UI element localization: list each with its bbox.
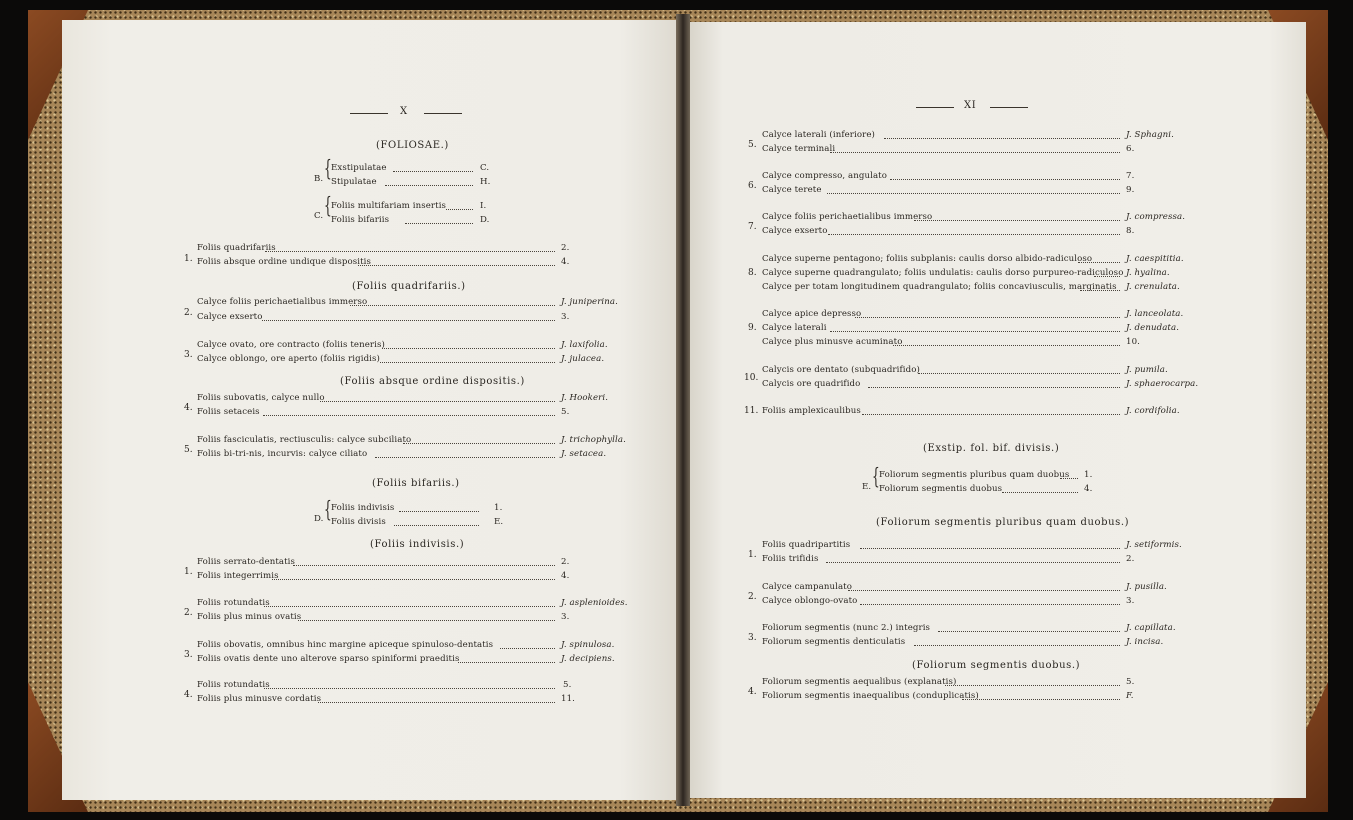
key-ref: 5. bbox=[561, 407, 570, 417]
section-b-brace: { bbox=[324, 157, 332, 182]
leader-dots bbox=[393, 171, 473, 172]
group-number: 7. bbox=[748, 222, 757, 232]
key-ref: 6. bbox=[1126, 144, 1135, 154]
leader-dots bbox=[320, 401, 555, 402]
key-entry: Calyce superne pentagono; foliis subplanis: caulis dorso albido-radiculoso bbox=[762, 254, 1093, 264]
page-number-rule-right-b bbox=[990, 107, 1028, 108]
section-d-brace: { bbox=[324, 498, 332, 523]
key-entry: Calyce campanulato bbox=[762, 582, 853, 592]
page-number-rule-left-b bbox=[424, 113, 462, 114]
key-ref: J. asplenioides. bbox=[561, 598, 628, 608]
section-d-entry: Foliis indivisis bbox=[331, 503, 395, 513]
leader-dots bbox=[945, 685, 1120, 686]
leader-dots bbox=[848, 590, 1120, 591]
group-number: 1. bbox=[184, 567, 193, 577]
section-b-letter: B. bbox=[314, 174, 324, 184]
leader-dots bbox=[860, 548, 1120, 549]
key-ref: J. capillata. bbox=[1126, 623, 1176, 633]
section-d-letter: D. bbox=[314, 514, 324, 524]
leader-dots bbox=[830, 331, 1120, 332]
leader-dots bbox=[938, 631, 1120, 632]
key-ref: J. laxifolia. bbox=[561, 340, 608, 350]
group-number: 1. bbox=[184, 254, 193, 264]
key-entry: Calyce superne quadrangulato; foliis undulatis: caulis dorso purpureo-radiculoso bbox=[762, 268, 1124, 278]
key-ref: J. denudata. bbox=[1126, 323, 1180, 333]
group-number: 3. bbox=[748, 633, 757, 643]
section-d-entry: Foliis divisis bbox=[331, 517, 386, 527]
left-page-number: X bbox=[400, 106, 408, 117]
section-c-entry: Foliis bifariis bbox=[331, 215, 390, 225]
leader-dots bbox=[828, 234, 1120, 235]
key-ref: J. pusilla. bbox=[1126, 582, 1167, 592]
group-number: 4. bbox=[184, 403, 193, 413]
key-ref: 3. bbox=[561, 312, 570, 322]
group-number: 10. bbox=[744, 373, 759, 383]
page-number-rule-right-a bbox=[916, 107, 954, 108]
leader-dots bbox=[263, 415, 555, 416]
key-entry: Calycis ore dentato (subquadrifido) bbox=[762, 365, 920, 375]
group-number: 2. bbox=[184, 308, 193, 318]
leader-dots bbox=[500, 648, 555, 649]
subheading: (Foliis quadrifariis.) bbox=[352, 281, 466, 292]
group-number: 11. bbox=[744, 406, 759, 416]
section-e-ref: 1. bbox=[1084, 470, 1093, 480]
key-entry: Foliis rotundatis bbox=[197, 598, 270, 608]
subheading: (Foliorum segmentis duobus.) bbox=[912, 660, 1081, 671]
key-ref: J. decipiens. bbox=[561, 654, 615, 664]
right-page-number: XI bbox=[964, 100, 977, 111]
group-number: 2. bbox=[748, 592, 757, 602]
leader-dots bbox=[1094, 276, 1120, 277]
section-e-entry: Foliorum segmentis pluribus quam duobus bbox=[879, 470, 1070, 480]
leader-dots bbox=[385, 185, 473, 186]
section-c-ref: I. bbox=[480, 201, 487, 211]
key-entry: Calyce per totam longitudinem quadrangulato; foliis concaviusculis, marginatis bbox=[762, 282, 1117, 292]
section-c-entry: Foliis multifariam insertis bbox=[331, 201, 447, 211]
leader-dots bbox=[264, 688, 555, 689]
leader-dots bbox=[914, 220, 1120, 221]
key-entry: Foliis ovatis dente uno alterove sparso spiniformi praeditis bbox=[197, 654, 460, 664]
leader-dots bbox=[1060, 478, 1078, 479]
key-entry: Foliis bi-tri-nis, incurvis: calyce ciliato bbox=[197, 449, 368, 459]
leader-dots bbox=[890, 179, 1120, 180]
key-entry: Calyce ovato, ore contracto (foliis teneris) bbox=[197, 340, 385, 350]
page-number-rule-left-a bbox=[350, 113, 388, 114]
key-entry: Calyce oblongo, ore aperto (foliis rigidis) bbox=[197, 354, 380, 364]
key-entry: Calyce laterali bbox=[762, 323, 827, 333]
group-number: 9. bbox=[748, 323, 757, 333]
key-entry: Calyce foliis perichaetialibus immerso bbox=[762, 212, 933, 222]
key-ref: J. lanceolata. bbox=[1126, 309, 1184, 319]
key-ref: F. bbox=[1126, 691, 1134, 701]
leader-dots bbox=[914, 645, 1120, 646]
leader-dots bbox=[298, 620, 555, 621]
key-entry: Foliis obovatis, omnibus hinc margine apiceque spinuloso-dentatis bbox=[197, 640, 494, 650]
key-entry: Foliis subovatis, calyce nullo bbox=[197, 393, 325, 403]
key-entry: Calyce terete bbox=[762, 185, 822, 195]
leader-dots bbox=[399, 511, 479, 512]
key-entry: Foliis trifidis bbox=[762, 554, 819, 564]
leader-dots bbox=[265, 251, 555, 252]
leader-dots bbox=[350, 305, 555, 306]
key-entry: Calycis ore quadrifido bbox=[762, 379, 861, 389]
key-ref: 7. bbox=[1126, 171, 1135, 181]
key-entry: Foliis setaceis bbox=[197, 407, 260, 417]
key-ref: J. sphaerocarpa. bbox=[1126, 379, 1199, 389]
key-ref: J. incisa. bbox=[1126, 637, 1164, 647]
leader-dots bbox=[1078, 262, 1120, 263]
leader-dots bbox=[293, 565, 555, 566]
leader-dots bbox=[358, 265, 555, 266]
section-b-ref: H. bbox=[480, 177, 491, 187]
key-ref: 2. bbox=[561, 557, 570, 567]
left-page bbox=[62, 20, 682, 800]
leader-dots bbox=[264, 606, 555, 607]
leader-dots bbox=[827, 193, 1120, 194]
key-ref: J. hyalina. bbox=[1126, 268, 1170, 278]
section-d-ref: E. bbox=[494, 517, 504, 527]
key-ref: J. caespititia. bbox=[1126, 254, 1184, 264]
section-e-entry: Foliorum segmentis duobus bbox=[879, 484, 1003, 494]
leader-dots bbox=[893, 345, 1120, 346]
key-ref: J. juniperina. bbox=[561, 297, 618, 307]
leader-dots bbox=[918, 373, 1120, 374]
key-entry: Calyce apice depresso bbox=[762, 309, 862, 319]
section-c-letter: C. bbox=[314, 211, 324, 221]
key-entry: Foliis rotundatis bbox=[197, 680, 270, 690]
subheading: (Foliorum segmentis pluribus quam duobus.) bbox=[876, 517, 1130, 528]
key-ref: J. Sphagni. bbox=[1126, 130, 1174, 140]
section-c-ref: D. bbox=[480, 215, 490, 225]
leader-dots bbox=[862, 414, 1120, 415]
key-ref: 11. bbox=[561, 694, 575, 704]
leader-dots bbox=[1002, 492, 1078, 493]
section-b-ref: C. bbox=[480, 163, 490, 173]
subheading: (Foliis absque ordine dispositis.) bbox=[340, 376, 525, 387]
key-ref: J. cordifolia. bbox=[1126, 406, 1180, 416]
key-entry: Foliis plus minus ovatis bbox=[197, 612, 302, 622]
key-entry: Foliis absque ordine undique dispositis bbox=[197, 257, 372, 267]
key-ref: J. spinulosa. bbox=[561, 640, 615, 650]
section-e-brace: { bbox=[872, 465, 880, 490]
key-ref: J. pumila. bbox=[1126, 365, 1168, 375]
key-ref: J. julacea. bbox=[561, 354, 605, 364]
key-entry: Calyce compresso, angulato bbox=[762, 171, 888, 181]
key-ref: J. compressa. bbox=[1126, 212, 1186, 222]
key-entry: Foliis integerrimis bbox=[197, 571, 279, 581]
key-entry: Calyce exserto bbox=[762, 226, 828, 236]
key-entry: Foliis plus minusve cordatis bbox=[197, 694, 322, 704]
left-heading: (FOLIOSAE.) bbox=[376, 140, 449, 151]
key-ref: J. crenulata. bbox=[1126, 282, 1180, 292]
key-entry: Foliis amplexicaulibus bbox=[762, 406, 861, 416]
key-ref: J. trichophylla. bbox=[561, 435, 626, 445]
section-b-entry: Exstipulatae bbox=[331, 163, 387, 173]
key-entry: Foliis fasciculatis, rectiusculis: calyce subciliato bbox=[197, 435, 412, 445]
leader-dots bbox=[1080, 290, 1120, 291]
key-entry: Calyce foliis perichaetialibus immerso bbox=[197, 297, 368, 307]
leader-dots bbox=[830, 152, 1120, 153]
key-entry: Foliorum segmentis aequalibus (explanatis) bbox=[762, 677, 957, 687]
subheading: (Exstip. fol. bif. divisis.) bbox=[923, 443, 1060, 454]
key-ref: J. setiformis. bbox=[1126, 540, 1182, 550]
section-e-letter: E. bbox=[862, 482, 872, 492]
key-ref: 2. bbox=[561, 243, 570, 253]
leader-dots bbox=[855, 317, 1120, 318]
subheading: (Foliis indivisis.) bbox=[370, 539, 465, 550]
leader-dots bbox=[318, 702, 555, 703]
leader-dots bbox=[403, 443, 555, 444]
key-ref: 3. bbox=[1126, 596, 1135, 606]
key-entry: Foliorum segmentis (nunc 2.) integris bbox=[762, 623, 931, 633]
section-b-entry: Stipulatae bbox=[331, 177, 377, 187]
key-ref: 3. bbox=[561, 612, 570, 622]
group-number: 8. bbox=[748, 268, 757, 278]
key-ref: 5. bbox=[563, 680, 572, 690]
group-number: 2. bbox=[184, 608, 193, 618]
leader-dots bbox=[405, 223, 473, 224]
leader-dots bbox=[826, 562, 1120, 563]
key-entry: Calyce exserto bbox=[197, 312, 263, 322]
key-entry: Calyce laterali (inferiore) bbox=[762, 130, 875, 140]
key-entry: Foliorum segmentis inaequalibus (conduplicatis) bbox=[762, 691, 979, 701]
group-number: 3. bbox=[184, 350, 193, 360]
leader-dots bbox=[380, 362, 555, 363]
key-ref: 2. bbox=[1126, 554, 1135, 564]
key-ref: 5. bbox=[1126, 677, 1135, 687]
group-number: 3. bbox=[184, 650, 193, 660]
book-gutter bbox=[676, 14, 690, 806]
key-entry: Calyce oblongo-ovato bbox=[762, 596, 858, 606]
leader-dots bbox=[382, 348, 555, 349]
key-ref: 10. bbox=[1126, 337, 1140, 347]
key-ref: 4. bbox=[561, 571, 570, 581]
key-entry: Foliis quadrifariis bbox=[197, 243, 276, 253]
key-entry: Foliis serrato-dentatis bbox=[197, 557, 296, 567]
key-entry: Foliis quadripartitis bbox=[762, 540, 851, 550]
key-ref: J. setacea. bbox=[561, 449, 607, 459]
section-c-brace: { bbox=[324, 194, 332, 219]
key-entry: Calyce plus minusve acuminato bbox=[762, 337, 903, 347]
group-number: 4. bbox=[748, 687, 757, 697]
leader-dots bbox=[860, 604, 1120, 605]
leader-dots bbox=[375, 457, 555, 458]
leader-dots bbox=[446, 209, 473, 210]
subheading: (Foliis bifariis.) bbox=[372, 478, 460, 489]
group-number: 4. bbox=[184, 690, 193, 700]
key-entry: Foliorum segmentis denticulatis bbox=[762, 637, 906, 647]
group-number: 1. bbox=[748, 550, 757, 560]
key-ref: 9. bbox=[1126, 185, 1135, 195]
section-d-ref: 1. bbox=[494, 503, 503, 513]
leader-dots bbox=[272, 579, 555, 580]
leader-dots bbox=[962, 699, 1120, 700]
leader-dots bbox=[262, 320, 555, 321]
key-ref: J. Hookeri. bbox=[561, 393, 609, 403]
leader-dots bbox=[884, 138, 1120, 139]
leader-dots bbox=[458, 662, 555, 663]
leader-dots bbox=[394, 525, 479, 526]
leader-dots bbox=[868, 387, 1120, 388]
section-e-ref: 4. bbox=[1084, 484, 1093, 494]
group-number: 6. bbox=[748, 181, 757, 191]
key-entry: Calyce terminali bbox=[762, 144, 836, 154]
key-ref: 8. bbox=[1126, 226, 1135, 236]
key-ref: 4. bbox=[561, 257, 570, 267]
group-number: 5. bbox=[748, 140, 757, 150]
group-number: 5. bbox=[184, 445, 193, 455]
